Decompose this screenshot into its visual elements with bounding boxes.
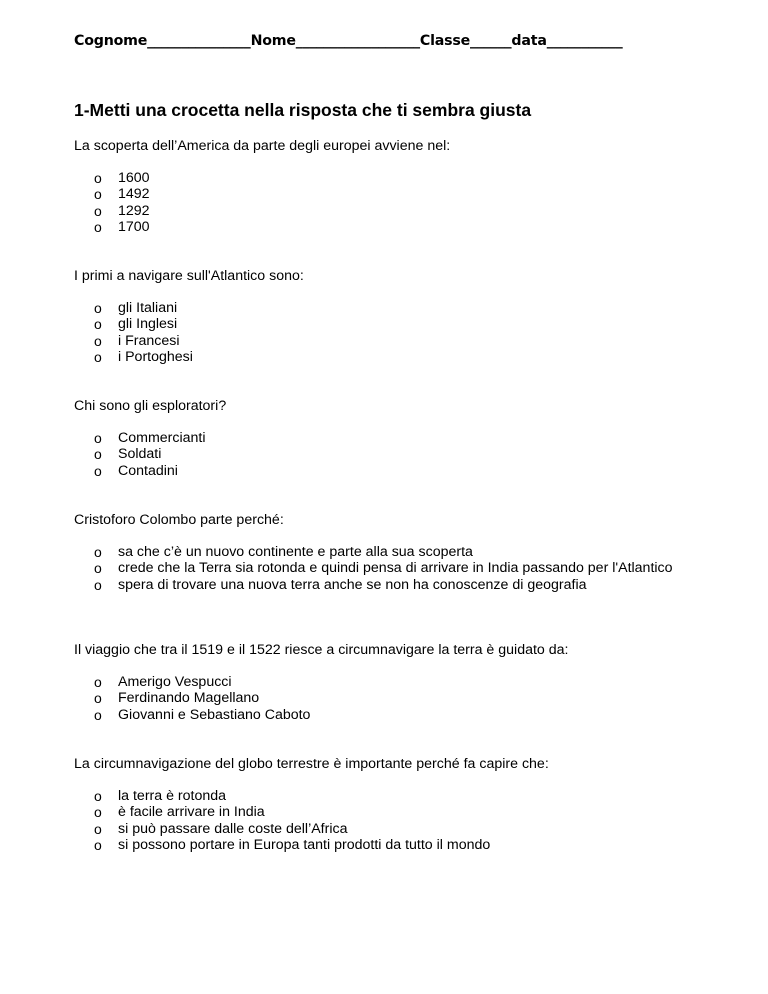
- option-item[interactable]: [94, 203, 698, 219]
- option-label: Ferdinando Magellano: [118, 690, 260, 707]
- option-item[interactable]: [94, 674, 698, 690]
- option-label: gli Inglesi: [118, 316, 178, 333]
- option-item[interactable]: [94, 300, 698, 316]
- checkbox-circle-icon[interactable]: o: [94, 316, 102, 333]
- option-label: Soldati: [118, 446, 162, 463]
- option-item[interactable]: [94, 333, 698, 349]
- checkbox-circle-icon[interactable]: o: [94, 430, 102, 446]
- section-title: 1-Metti una crocetta nella risposta che ti sembra giusta: [74, 100, 532, 120]
- option-item[interactable]: [94, 690, 698, 706]
- checkbox-circle-icon[interactable]: o: [94, 576, 102, 593]
- checkbox-circle-icon[interactable]: o: [94, 332, 102, 349]
- checkbox-circle-icon[interactable]: o: [94, 446, 102, 463]
- question-2: I primi a navigare sull'Atlantico sono:: [74, 268, 304, 284]
- checkbox-circle-icon[interactable]: o: [94, 836, 102, 853]
- checkbox-circle-icon[interactable]: o: [94, 706, 102, 723]
- checkbox-circle-icon[interactable]: o: [94, 300, 102, 316]
- question-4: Cristoforo Colombo parte perché:: [74, 512, 284, 528]
- checkbox-circle-icon[interactable]: o: [94, 804, 102, 821]
- option-item[interactable]: [94, 821, 698, 837]
- option-label: gli Italiani: [118, 300, 178, 316]
- option-item[interactable]: [94, 170, 698, 186]
- option-label: Contadini: [118, 462, 178, 479]
- option-label: si può passare dalle coste dell’Africa: [118, 820, 348, 837]
- option-item[interactable]: [94, 349, 698, 365]
- option-item[interactable]: [94, 186, 698, 202]
- option-label: 1700: [118, 218, 150, 235]
- student-info-header: Cognome_______________Nome__________________Classe______data___________: [74, 33, 623, 49]
- question-5: Il viaggio che tra il 1519 e il 1522 riesce a circumnavigare la terra è guidato da:: [74, 642, 569, 658]
- checkbox-circle-icon[interactable]: o: [94, 170, 102, 186]
- question-2-options: [94, 300, 698, 365]
- option-label: 1600: [118, 170, 150, 186]
- option-label: sa che c’è un nuovo continente e parte alla sua scoperta: [118, 544, 473, 560]
- checkbox-circle-icon[interactable]: o: [94, 820, 102, 837]
- checkbox-circle-icon[interactable]: o: [94, 186, 102, 203]
- question-1: La scoperta dell’America da parte degli europei avviene nel:: [74, 138, 451, 154]
- checkbox-circle-icon[interactable]: o: [94, 218, 102, 235]
- option-item[interactable]: [94, 446, 698, 462]
- question-6-options: [94, 788, 698, 853]
- option-label: Commercianti: [118, 430, 206, 446]
- option-label: spera di trovare una nuova terra anche se non ha conoscenze di geografia: [118, 576, 587, 593]
- option-item[interactable]: [94, 804, 698, 820]
- checkbox-circle-icon[interactable]: o: [94, 788, 102, 804]
- option-label: Giovanni e Sebastiano Caboto: [118, 706, 311, 723]
- option-item[interactable]: [94, 316, 698, 332]
- option-item[interactable]: [94, 577, 698, 593]
- checkbox-circle-icon[interactable]: o: [94, 202, 102, 219]
- checkbox-circle-icon[interactable]: o: [94, 462, 102, 479]
- option-item[interactable]: [94, 544, 698, 560]
- option-label: si possono portare in Europa tanti prodotti da tutto il mondo: [118, 836, 491, 853]
- question-5-options: [94, 674, 698, 723]
- checkbox-circle-icon[interactable]: o: [94, 544, 102, 560]
- option-item[interactable]: [94, 560, 698, 576]
- option-item[interactable]: [94, 707, 698, 723]
- question-6: La circumnavigazione del globo terrestre è importante perché fa capire che:: [74, 756, 549, 772]
- option-label: la terra è rotonda: [118, 788, 227, 804]
- question-3: Chi sono gli esploratori?: [74, 398, 227, 414]
- option-item[interactable]: [94, 219, 698, 235]
- option-label: i Francesi: [118, 332, 180, 349]
- checkbox-circle-icon[interactable]: o: [94, 560, 102, 577]
- option-label: crede che la Terra sia rotonda e quindi pensa di arrivare in India passando per l'Atlantico: [118, 560, 673, 577]
- option-label: i Portoghesi: [118, 348, 193, 365]
- question-4-options: [94, 544, 698, 593]
- option-label: 1292: [118, 202, 150, 219]
- option-label: Amerigo Vespucci: [118, 674, 232, 690]
- option-item[interactable]: [94, 788, 698, 804]
- option-label: 1492: [118, 186, 150, 203]
- option-item[interactable]: [94, 837, 698, 853]
- checkbox-circle-icon[interactable]: o: [94, 674, 102, 690]
- option-label: è facile arrivare in India: [118, 804, 265, 821]
- checkbox-circle-icon[interactable]: o: [94, 348, 102, 365]
- option-item[interactable]: [94, 463, 698, 479]
- checkbox-circle-icon[interactable]: o: [94, 690, 102, 707]
- question-1-options: [94, 170, 698, 235]
- question-3-options: [94, 430, 698, 479]
- option-item[interactable]: [94, 430, 698, 446]
